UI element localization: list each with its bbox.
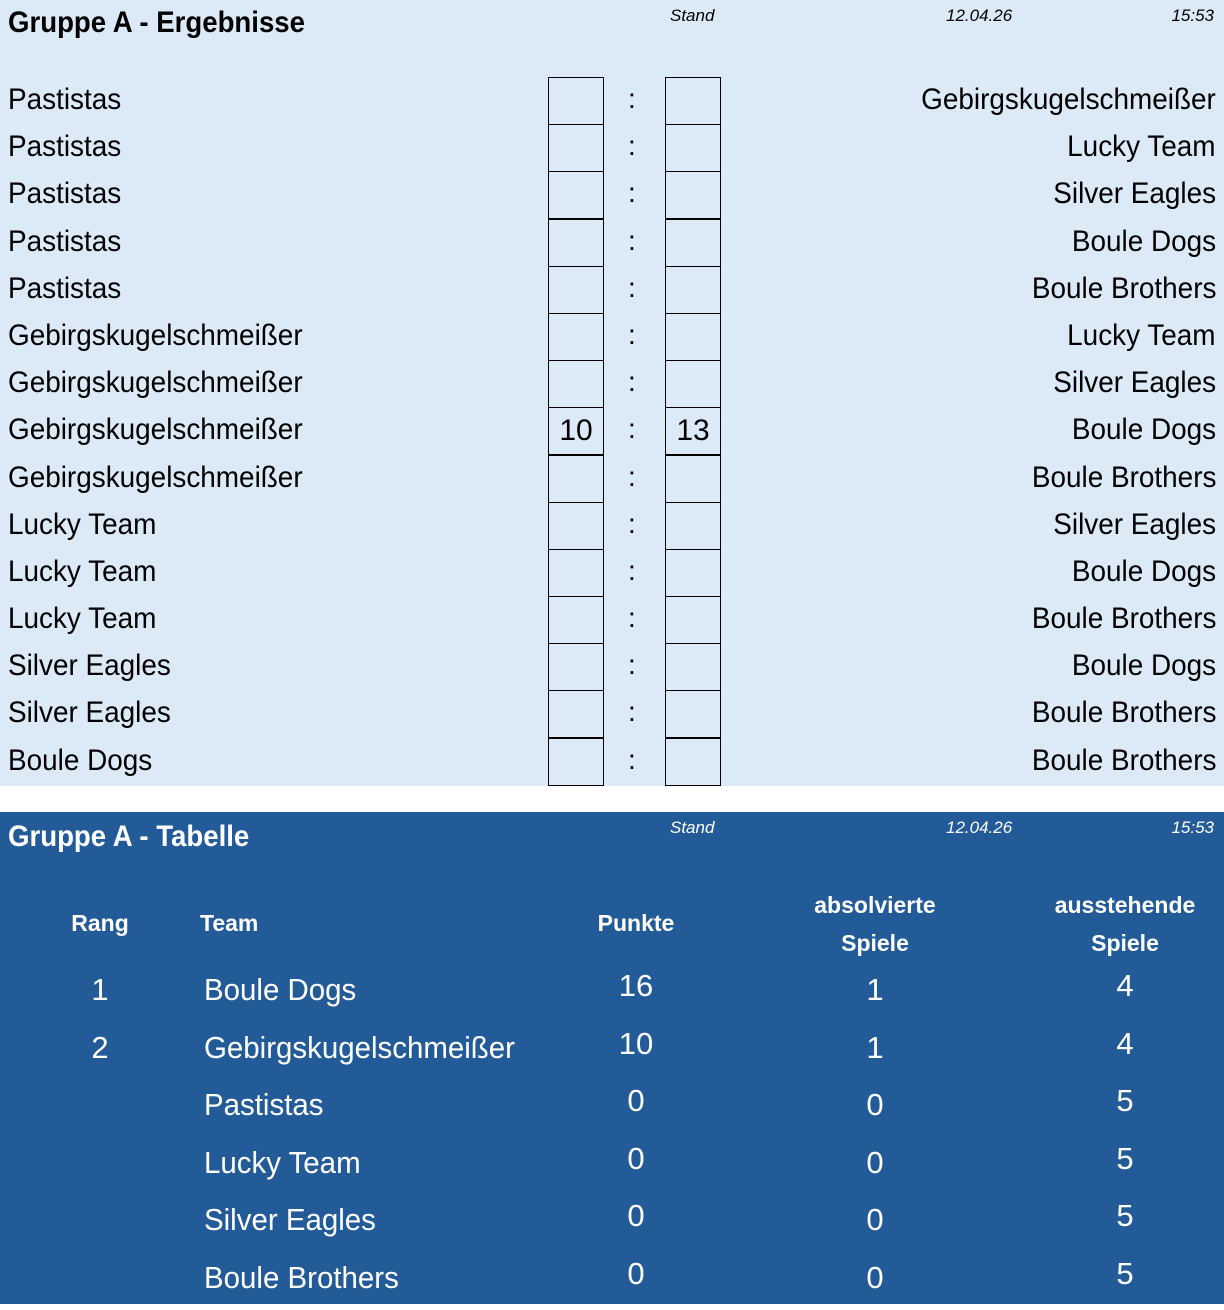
column-header-punkte: Punkte [597,910,675,936]
match-row [0,124,1224,171]
column-header-absolvierte-line1: absolvierte [814,892,936,918]
cell-punkte: 0 [627,1083,645,1119]
home-team: Pastistas [8,130,122,164]
away-team: Boule Brothers [1031,602,1216,636]
away-team: Boule Dogs [1071,413,1216,447]
home-team: Gebirgskugelschmeißer [8,413,303,447]
home-team: Gebirgskugelschmeißer [8,460,303,494]
standings-stand-label: Stand [670,818,715,837]
cell-team: Lucky Team [204,1144,361,1180]
cell-punkte: 0 [627,1198,645,1234]
standings-time: 15:53 [1171,818,1214,837]
home-score-input[interactable]: 10 [548,407,604,455]
away-score-input[interactable]: 13 [665,407,721,455]
score-separator: : [628,460,636,492]
away-team: Gebirgskugelschmeißer [921,83,1216,116]
cell-team: Boule Brothers [204,1259,399,1295]
home-score-input[interactable] [548,596,604,644]
away-score-input[interactable] [665,266,721,314]
home-team: Lucky Team [8,554,157,588]
home-score-input[interactable] [548,738,604,786]
away-team: Boule Dogs [1071,224,1216,258]
away-team: Boule Brothers [1031,271,1216,305]
home-score-input[interactable] [548,643,604,691]
score-separator: : [628,743,636,775]
table-row [0,1079,1224,1137]
match-row [0,596,1224,643]
match-row [0,407,1224,454]
match-row [0,360,1224,407]
score-separator: : [628,366,636,398]
home-team: Pastistas [8,271,122,305]
match-row [0,171,1224,218]
cell-punkte: 0 [627,1140,645,1176]
cell-team: Gebirgskugelschmeißer [204,1029,515,1065]
score-separator: : [628,177,636,209]
column-header-absolvierte-spiele [790,886,960,962]
home-team: Pastistas [8,83,122,116]
cell-team: Pastistas [204,1087,324,1123]
home-score-input[interactable] [548,549,604,597]
away-team: Boule Brothers [1031,743,1216,777]
away-team: Boule Dogs [1071,554,1216,588]
standings-title: Gruppe A - Tabelle [8,820,250,853]
away-score-input[interactable] [665,77,721,125]
away-score-input[interactable] [665,124,721,172]
cell-ausstehende-spiele: 5 [1116,1255,1134,1291]
home-team: Lucky Team [8,602,157,636]
away-score-input[interactable] [665,455,721,503]
table-row [0,1022,1224,1080]
away-score-input[interactable] [665,549,721,597]
score-separator: : [628,224,636,256]
cell-absolvierte-spiele: 0 [866,1087,884,1123]
match-row [0,455,1224,502]
away-score-input[interactable] [665,643,721,691]
standings-rows [0,964,1224,1310]
score-separator: : [628,271,636,303]
cell-absolvierte-spiele: 1 [866,1029,884,1065]
cell-ausstehende-spiele: 5 [1116,1198,1134,1234]
home-team: Silver Eagles [8,649,171,683]
away-team: Boule Dogs [1071,649,1216,683]
results-stand-label: Stand [670,6,715,25]
away-score-input[interactable] [665,690,721,738]
home-score-input[interactable] [548,690,604,738]
cell-team: Boule Dogs [204,972,357,1007]
score-separator: : [628,554,636,586]
away-team: Lucky Team [1067,130,1216,164]
home-team: Boule Dogs [8,743,153,777]
home-team: Lucky Team [8,507,157,541]
match-row [0,549,1224,596]
home-score-input[interactable] [548,171,604,219]
cell-team: Silver Eagles [204,1202,376,1238]
cell-ausstehende-spiele: 5 [1116,1083,1134,1119]
table-row [0,964,1224,1022]
score-separator: : [628,649,636,681]
home-score-input[interactable] [548,77,604,125]
home-score-input[interactable] [548,360,604,408]
away-team: Silver Eagles [1053,366,1216,400]
cell-absolvierte-spiele: 0 [866,1259,884,1295]
column-header-absolvierte-line2: Spiele [841,930,909,956]
score-separator: : [628,602,636,634]
table-row [0,1137,1224,1195]
away-score-input[interactable] [665,738,721,786]
away-score-input[interactable] [665,360,721,408]
cell-absolvierte-spiele: 0 [866,1202,884,1238]
cell-absolvierte-spiele: 0 [866,1144,884,1180]
match-row [0,738,1224,785]
score-separator: : [628,413,636,445]
home-team: Pastistas [8,224,122,258]
away-team: Lucky Team [1067,318,1216,352]
match-row [0,502,1224,549]
score-separator: : [628,83,636,114]
away-team: Silver Eagles [1053,177,1216,211]
standings-date: 12.04.26 [946,818,1013,837]
away-score-input[interactable] [665,171,721,219]
home-team: Silver Eagles [8,696,171,730]
match-row [0,313,1224,360]
column-header-rang: Rang [71,910,129,936]
home-score-input[interactable] [548,455,604,503]
away-team: Boule Brothers [1031,696,1216,730]
match-row [0,77,1224,124]
cell-punkte: 16 [618,968,654,1003]
home-score-input[interactable] [548,502,604,550]
match-row [0,643,1224,690]
home-score-input[interactable] [548,124,604,172]
away-team: Silver Eagles [1053,507,1216,541]
match-row [0,219,1224,266]
home-team: Gebirgskugelschmeißer [8,318,303,352]
table-row [0,1194,1224,1252]
home-score-input[interactable] [548,313,604,361]
results-title: Gruppe A - Ergebnisse [8,6,306,39]
score-separator: : [628,318,636,350]
match-row [0,266,1224,313]
score-separator: : [628,130,636,162]
cell-rang: 2 [91,1029,109,1065]
home-score-input[interactable] [548,219,604,267]
away-score-input[interactable] [665,502,721,550]
home-team: Pastistas [8,177,122,211]
results-time: 15:53 [1171,6,1214,25]
cell-ausstehende-spiele: 5 [1116,1140,1134,1176]
home-score-input[interactable] [548,266,604,314]
away-score-input[interactable] [665,596,721,644]
column-header-ausstehende-line1: ausstehende [1054,892,1196,918]
match-row [0,690,1224,737]
score-separator: : [628,507,636,539]
table-row [0,1252,1224,1310]
away-score-input[interactable] [665,313,721,361]
cell-ausstehende-spiele: 4 [1116,968,1134,1003]
away-score-input[interactable] [665,219,721,267]
cell-punkte: 0 [627,1255,645,1291]
cell-rang: 1 [91,972,109,1007]
cell-ausstehende-spiele: 4 [1116,1025,1134,1061]
match-list [0,77,1224,785]
standings-panel [0,812,1224,1304]
score-separator: : [628,696,636,728]
home-team: Gebirgskugelschmeißer [8,366,303,400]
results-date: 12.04.26 [946,6,1013,25]
column-header-team: Team [200,910,259,936]
away-team: Boule Brothers [1031,460,1216,494]
column-header-ausstehende-line2: Spiele [1091,930,1159,956]
cell-punkte: 10 [618,1025,654,1061]
cell-absolvierte-spiele: 1 [866,972,884,1007]
column-header-ausstehende-spiele [1040,886,1210,962]
